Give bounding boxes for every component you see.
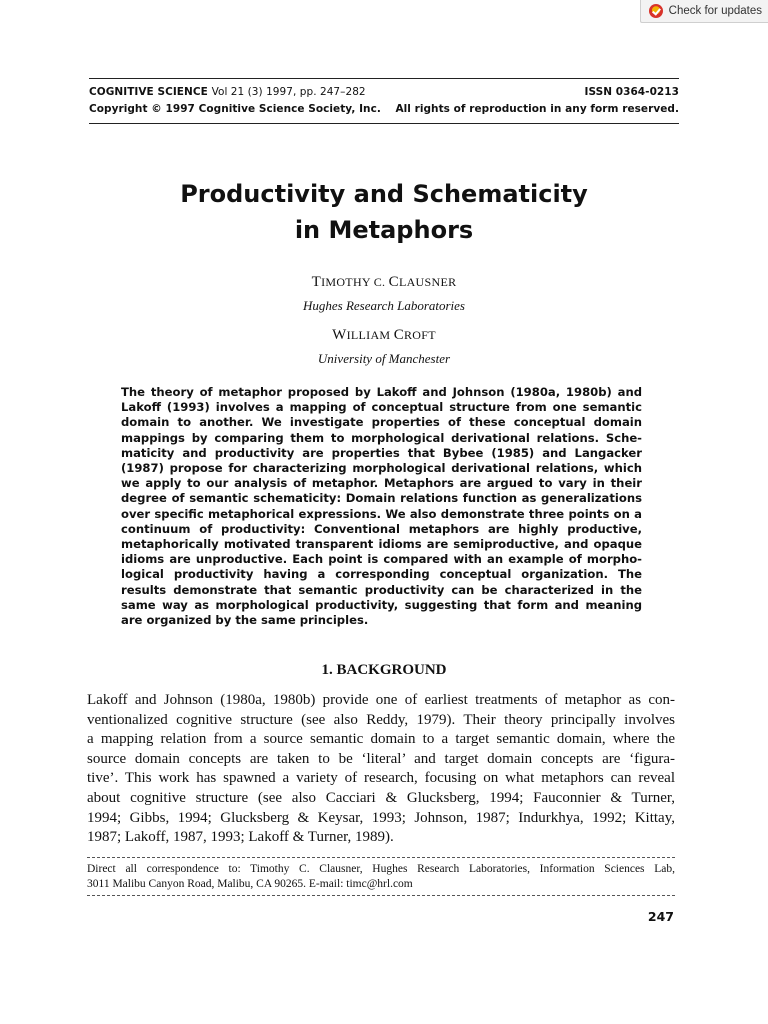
author-1-affiliation: Hughes Research Laboratories <box>302 298 465 313</box>
abstract-line: logical productivity having a corresponding conceptual organization. The <box>121 567 642 582</box>
abstract-line: idioms are unproductive. Each point is compared with an example of morpho- <box>121 552 642 567</box>
footnote-line: 3011 Malibu Canyon Road, Malibu, CA 90265. E-mail: timc@hrl.com <box>87 878 413 890</box>
check-updates-label: Check for updates <box>668 5 762 17</box>
footnote <box>87 862 675 892</box>
footnote-line: Direct all correspondence to: Timothy C. Clausner, Hughes Research Laboratories, Information Sciences Lab, <box>87 863 675 875</box>
abstract-line: over specific metaphorical expressions. We also demonstrate three points on a <box>121 506 642 521</box>
author-2: WILLIAM CROFT <box>332 327 436 343</box>
abstract-line: Lakoff (1993) involves a mapping of conceptual structure from one semantic <box>121 400 642 415</box>
issn: ISSN 0364-0213 <box>584 86 679 98</box>
section-heading: 1. BACKGROUND <box>321 662 447 678</box>
abstract-line: maticity and productivity are properties that Bybee (1985) and Langacker <box>121 445 642 460</box>
abstract-line: mappings by comparing them to morphological derivational relations. Sche- <box>121 430 642 445</box>
volume-info: Vol 21 (3) 1997, pp. 247–282 <box>211 86 366 98</box>
body-line: Lakoff and Johnson (1980a, 1980b) provide one of earliest treatments of metaphor as con- <box>87 692 675 708</box>
title-line-1: Productivity and Schematicity <box>180 180 588 208</box>
footnote-divider-top <box>87 857 675 858</box>
abstract-line: are organized by the same principles. <box>121 613 369 628</box>
body-line: 1994; Gibbs, 1994; Glucksberg & Keysar, 1993; Johnson, 1987; Indurkhya, 1992; Kittay, <box>87 809 675 826</box>
author-1: TIMOTHY C. CLAUSNER <box>311 274 457 290</box>
abstract-line: domain to another. We investigate properties of these conceptual domain <box>121 415 642 430</box>
abstract-line: degree of semantic schematicity: Domain relations function as generalizations <box>121 491 642 506</box>
page-number: 247 <box>647 909 674 924</box>
body-line: ventionalized cognitive structure (see also Reddy, 1979). Their theory principally involves <box>87 711 675 728</box>
rights: All rights of reproduction in any form reserved. <box>395 103 679 115</box>
title-line-2: in Metaphors <box>294 216 474 244</box>
check-for-updates-button[interactable] <box>640 0 768 23</box>
body-line: tive’. This work has spawned a variety of research, focusing on what metaphors can reveal <box>87 770 675 787</box>
abstract <box>121 385 642 628</box>
body-line: a mapping relation from a source semantic domain to a target semantic domain, where the <box>87 731 675 748</box>
abstract-line: continuum of productivity: Conventional metaphors are highly productive, <box>121 521 642 536</box>
abstract-line: results demonstrate that semantic productivity can be characterized in the <box>121 582 642 597</box>
body-line: 1987; Lakoff, 1987, 1993; Lakoff & Turner, 1989). <box>87 829 394 846</box>
abstract-line: metaphorically motivated transparent idioms are semiproductive, and opaque <box>121 537 642 552</box>
abstract-line: The theory of metaphor proposed by Lakoff and Johnson (1980a, 1980b) and <box>121 385 642 399</box>
footnote-divider-bottom <box>87 895 675 896</box>
body-paragraph <box>87 691 675 848</box>
paper-title <box>0 176 768 248</box>
check-updates-icon <box>649 4 663 18</box>
journal-name: COGNITIVE SCIENCE <box>89 86 208 98</box>
abstract-line: we apply to our analysis of metaphor. Metaphors are argued to vary in their <box>121 476 642 491</box>
body-line: source domain concepts are taken to be ‘literal’ and target domain concepts are ‘figura- <box>87 750 675 767</box>
abstract-line: same way as morphological productivity, suggesting that form and meaning <box>121 597 642 612</box>
journal-header <box>89 78 679 124</box>
author-2-affiliation: University of Manchester <box>317 351 451 366</box>
copyright: Copyright © 1997 Cognitive Science Society, Inc. <box>89 103 381 115</box>
abstract-line: (1987) propose for characterizing morphological derivational relations, which <box>121 461 642 476</box>
body-line: about cognitive structure (see also Cacciari & Glucksberg, 1994; Fauconnier & Turner, <box>87 789 675 806</box>
